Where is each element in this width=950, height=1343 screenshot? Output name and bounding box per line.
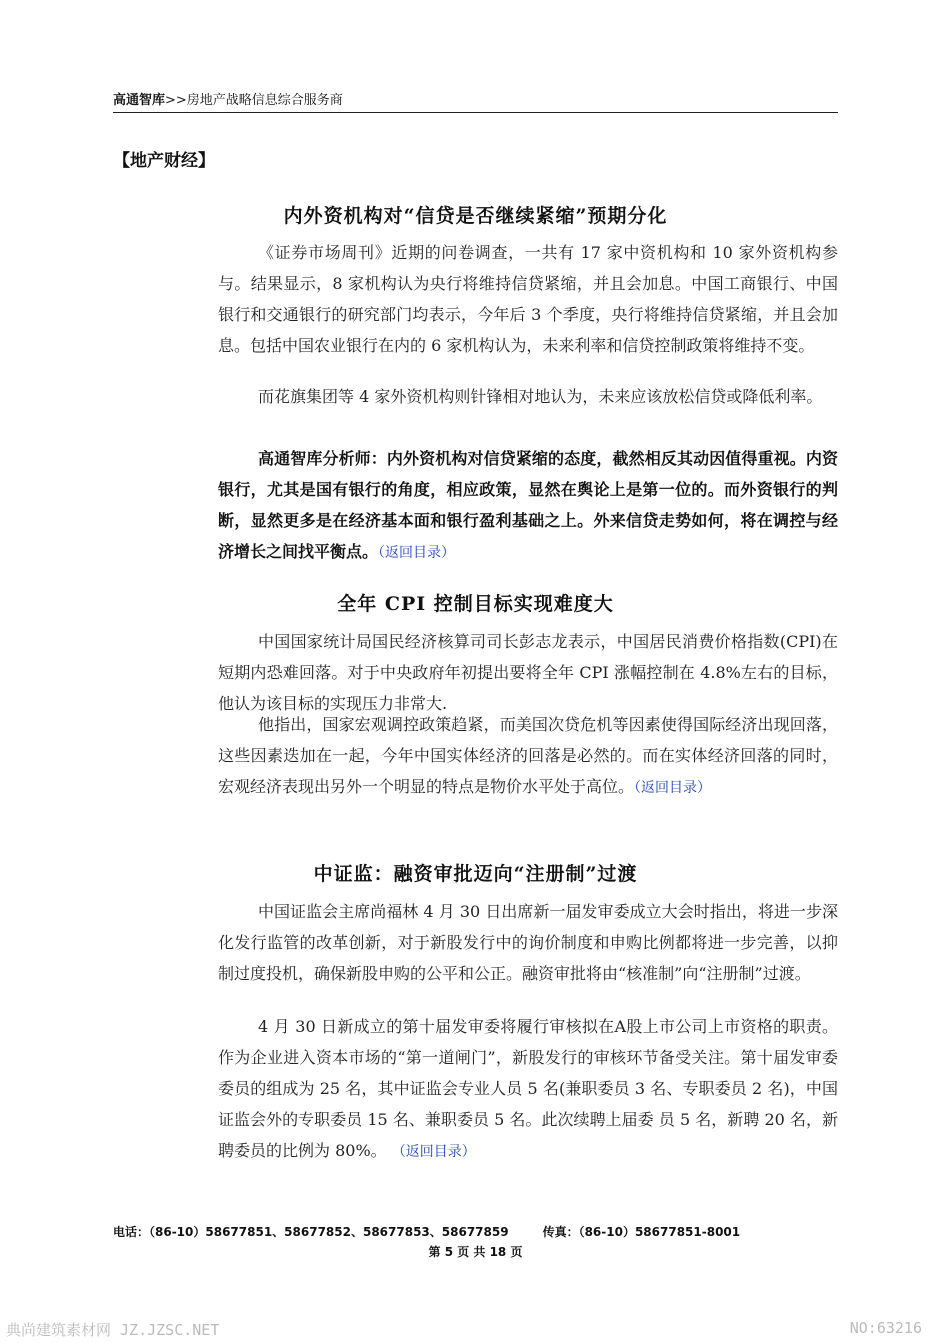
- back-to-toc-link[interactable]: （返回目录）: [378, 545, 456, 561]
- back-to-toc-link[interactable]: （返回目录）: [391, 1144, 476, 1160]
- watermark-number: NO:63216: [849, 1319, 922, 1337]
- article-2-paragraph-1: 中国国家统计局国民经济核算司司长彭志龙表示，中国居民消费价格指数(CPI)在短期内恐难回落。对于中央政府年初提出要将全年 CPI 涨幅控制在 4.8%左右的目标，他认为该目标的实现压力非常大.: [218, 632, 838, 713]
- article-1-title: 内外资机构对“信贷是否继续紧缩”预期分化: [283, 205, 668, 227]
- article-1-paragraph-1: 《证券市场周刊》近期的问卷调查，一共有 17 家中资机构和 10 家外资机构参与。结果显示，8 家机构认为央行将维持信贷紧缩，并且会加息。中国工商银行、中国银行和交通银行的研究部门均表示，今年后 3 个季度，央行将维持信贷紧缩，并且会加息。包括中国农业银行在内的 6 家机构认为，未来利率和信贷控制政策将维持不变。: [218, 243, 838, 355]
- article-3-paragraph-1: 中国证监会主席尚福林 4 月 30 日出席新一届发审委成立大会时指出，将进一步深化发行监管的改革创新，对于新股发行中的询价制度和申购比例都将进一步完善，以抑制过度投机，确保新股申购的公平和公正。融资审批将由“核准制”向“注册制”过渡。: [218, 902, 838, 983]
- footer-fax: 传真：（86-10）58677851-8001: [542, 1225, 741, 1239]
- footer-contact: [113, 1223, 838, 1240]
- article-1-analysis: [218, 443, 838, 569]
- header-brand: 高通智库: [113, 93, 166, 108]
- page-number: 第 5 页 共 18 页: [428, 1245, 523, 1259]
- back-to-toc-link[interactable]: （返回目录）: [634, 780, 712, 796]
- article-3-title: 中证监：融资审批迈向“注册制”过渡: [313, 863, 638, 885]
- watermark-site: 典尚建筑素材网 JZ.JZSC.NET: [6, 1321, 220, 1339]
- article-2-title: 全年 CPI 控制目标实现难度大: [337, 593, 614, 615]
- article-1-paragraph-2: 而花旗集团等 4 家外资机构则针锋相对地认为，未来应该放松信贷或降低利率。: [258, 387, 823, 406]
- section-tag: 【地产财经】: [113, 151, 215, 171]
- header-tagline: >>房地产战略信息综合服务商: [165, 93, 343, 108]
- analysis-text: 高通智库分析师：内外资机构对信贷紧缩的态度，截然相反其动因值得重视。内资银行，尤其是国有银行的角度，相应政策，显然在舆论上是第一位的。而外资银行的判断，显然更多是在经济基本面和银行盈利基础之上。外来信贷走势如何，将在调控与经济增长之间找平衡点。: [218, 449, 838, 561]
- article-2-paragraph-2: 他指出，国家宏观调控政策趋紧，而美国次贷危机等因素使得国际经济出现回落，这些因素迭加在一起，今年中国实体经济的回落是必然的。而在实体经济回落的同时，宏观经济表现出另外一个明显的特点是物价水平处于高位。（返回目录）: [218, 715, 838, 796]
- article-3-paragraph-2: 4 月 30 日新成立的第十届发审委将履行审核拟在A股上市公司上市资格的职责。作为企业进入资本市场的“第一道闸门”，新股发行的审核环节备受关注。第十届发审委委员的组成为 25 名，其中证监会专业人员 5 名(兼职委员 3 名、专职委员 2 名)，中国证监会外的专职委员 15 名、兼职委员 5 名。此次续聘上届委 员 5 名，新聘 20 名，新聘委员的比例为 80%。 （返回目录）: [218, 1017, 838, 1160]
- footer-phone: 电话：（86-10）58677851、58677852、58677853、58677859: [113, 1225, 509, 1239]
- page-header: [113, 90, 838, 113]
